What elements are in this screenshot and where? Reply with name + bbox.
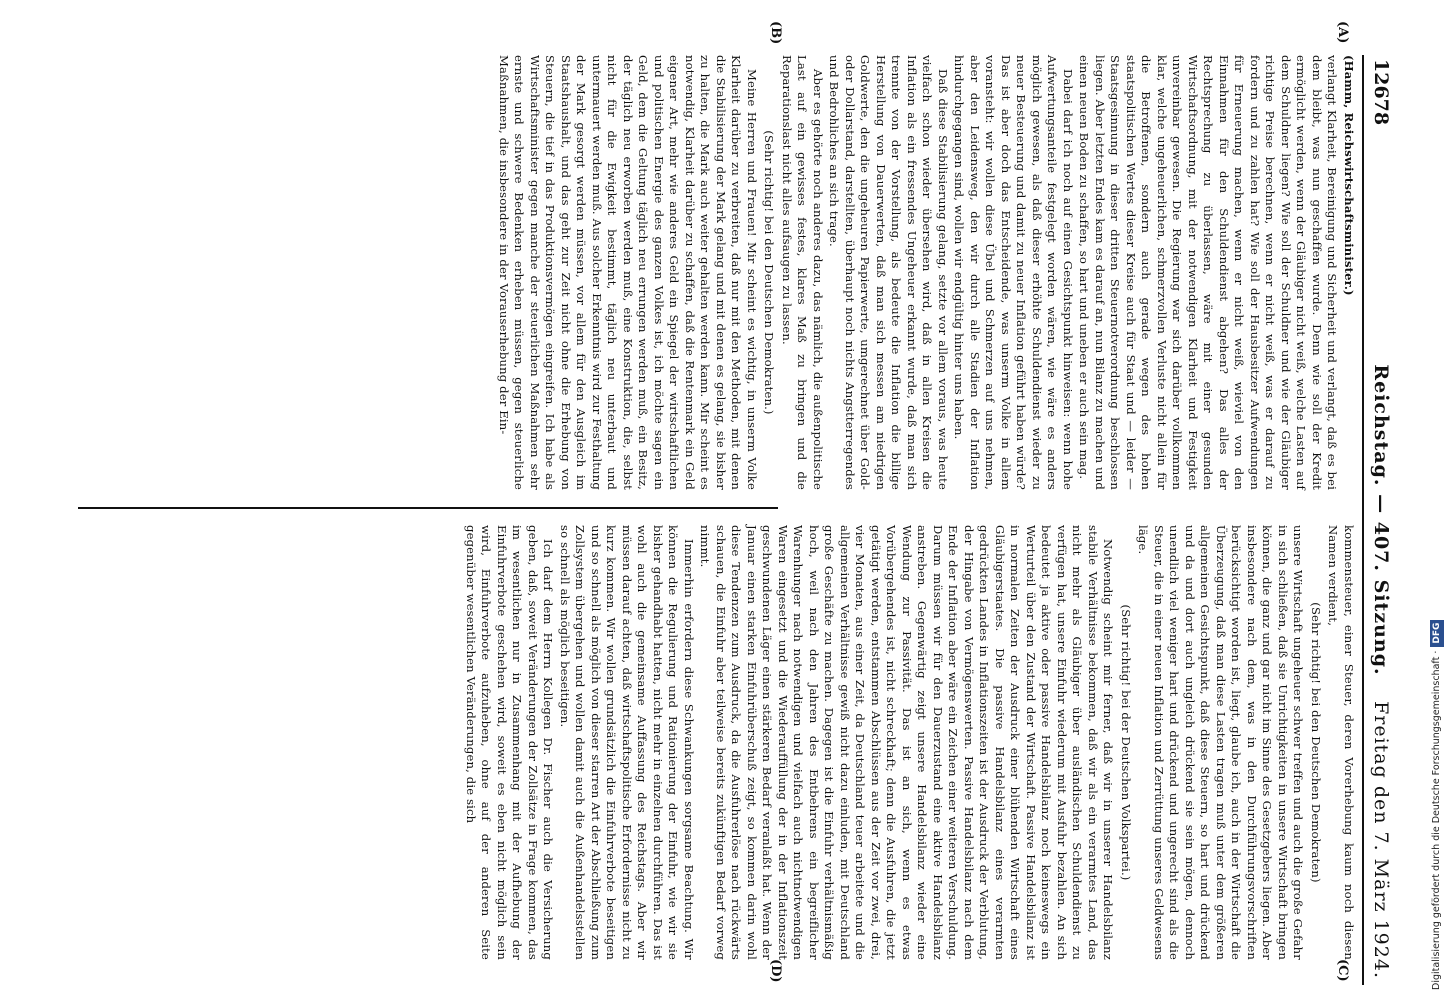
- paragraph: Notwendig scheint mir ferner, daß wir in unserer Handelsbilanz stabile Verhältnisse bekommen, daß wir als ein verarmtes Land, das nicht mehr als Gläubiger über ausländischen Schuldendienst zu verfügen hat, unsere Einfuhr wiederum mit Ausfuhr bezahlen. An sich bedeutet ja aktive oder passive Handelsbilanz noch keineswegs ein Werturteil über den Zustand der Wirtschaft. Passive Handelsbilanz ist in normalen Zeiten der Ausdruck einer blühenden Wirtschaft eines Gläubigerstaates. Die passive Handelsbilanz eines verarmten gedrückten Landes in Inflationszeiten ist der Ausdruck der Verblutung, der Hingabe von Vermögenswerten. Passive Handelsbilanz nach dem Ende der Inflation aber wäre ein Zeichen einer weiteren Verschuldung. Darum müssen wir für den Dauerzustand eine aktive Handelsbilanz anstreben. Gegenwärtig zeigt unsere Handelsbilanz wieder eine Wendung zur Passivität. Das ist an sich, wenn es etwas Vorübergehendes ist, nicht schreckhaft; denn die Ausfuhren, die jetzt getätigt werden, entstammen Abschlüssen aus der Zeit vor zwei, drei, vier Monaten, aus einer Zeit, da Deutschland teuer arbeitete und die allgemeinen Verhältnisse gewiß nicht dazu einluden, mit Deutschland große Geschäfte zu machen. Dagegen ist die Einfuhr verhältnismäßig hoch, weil nach den Jahren des Entbehrens ein begreiflicher Warenhunger nach notwendigen und vielfach auch nichtnotwendigen Waren eingesetzt und die Wiederauffüllung der in der Inflationszeit geschwundenen Läger einen stärkeren Bedarf veranlaßt hat. Wenn der Januar einen starken Einfuhrüberschuß zeigt, so kommen darin wohl diese Tendenzen zum Ausdruck, da die Ausfuhrerlöse nach rückwärts schauen, die Einfuhr aber teilweise bereits zukünftigen Bedarf vorweg nimmt.: [698, 525, 1116, 960]
- digitization-credit: [1408, 8, 1442, 992]
- page-number: 12678: [1370, 59, 1392, 126]
- paragraph: Ich darf dem Herrn Kollegen Dr. Fischer auch die Versicherung geben, daß, soweit Veränderungen der Zollsätze in Frage kommen, das im wesentlichen nur in Zusammenhang mit der Aufhebung der Einfuhrverbote geschehen wird, soweit es eben nicht möglich sein wird, Einfuhrverbote aufzuheben, ohne auf der anderen Seite gegenüber wesentlichen Veränderungen, die sich: [464, 525, 556, 960]
- credit-text: Digitalisierung gefördert durch die Deutsche Forschungsgemeinschaft ·: [1431, 650, 1442, 990]
- margin-marker-c: (C): [1335, 959, 1350, 982]
- paragraph: Aber es gehörte noch anderes dazu, das nämlich, die außenpolitische Last auf ein gewisses festes, klares Maß zu bringen und die Reparationslast nicht alles aufsaugen zu lassen.: [780, 55, 825, 490]
- speaker-name: (Hamm, Reichswirtschaftsminister.): [1342, 55, 1356, 296]
- page-header: [1362, 55, 1398, 985]
- session-date: Freitag den 7. März 1924.: [1370, 701, 1392, 979]
- paragraph: unsere Wirtschaft ungeheuer schwer treffen und auch die große Gefahr in sich schließen, daß sie Unrichtigkeiten in unsere Wirtschaft bringen können, die ganz und gar nicht im Sinne des Gesetzgebers liegen. Aber insbesondere nach dem, was in den Durchführungsvorschriften berücksichtigt worden ist, liegt, glaube ich, auch in der Wirtschaft die Überzeugung, daß man diese Lasten tragen muß unter dem größeren allgemeinen Gesichtspunkt, daß diese Steuern, so hart und drückend und da und dort auch ungleich drückend sie sein mögen, dennoch unendlich viel weniger hart und drückend und ungerecht sind als die Steuer, die in einer neuen Inflation und Zerrüttung unseres Geldwesens läge.: [1136, 525, 1306, 960]
- paragraph: kommensteuer, einer Steuer, deren Vorerhebung kaum noch diesen Namen verdient,: [1326, 525, 1356, 960]
- right-column: [462, 525, 1357, 960]
- paragraph: Daß diese Stabilisierung gelang, setzte vor allem voraus, was heute vielfach schon wieder übersehen wird, daß in allen Kreisen die Inflation als ein fressendes Ungeheuer erkannt wurde, daß man sich trennte von der Vorstellung, als bedeute die Inflation die billige Herstellung von Dauerwerten, daß man sich messen am niedrigen Goldwerte, den die ungeheuren Papierwerte, umgerechnet über Gold- oder Dollarstand, darstellten, überhaupt noch nichts Angstterregendes und Bedrohliches an sich trage.: [827, 55, 950, 490]
- interjection: (Sehr richtig! bei den Deutschen Demokraten.): [762, 130, 777, 415]
- left-column: [495, 55, 1357, 490]
- paragraph: verlangt Klarheit, Bereinigung und Sicherheit und verlangt, daß es bei dem bleibt, was nun geschaffen wurde. Denn wie soll der Kredit ermöglicht werden, wenn der Gläubiger nicht weiß, welche Lasten auf dem Schuldner liegen? Wie soll der Schuldner und wie der Gläubiger richtige Preise berechnen, wenn er nicht weiß, was er darauf zu fordern und zu zahlen hat? Wie soll der Hausbesitzer Aufwendungen für Erneuerung machen, wenn er nicht weiß, wieviel von den Einnahmen für den Schuldendienst abgehen? Das alles der Rechtsprechung zu überlassen, wäre mit einer gesunden Wirtschaftsordnung, mit der notwendigen Klarheit und Festigkeit unvereinbar gewesen. Die Regierung war sich darüber vollkommen klar, welche ungeheuerlichen, schmerzvollen Verluste nicht allein für die Betroffenen, sondern auch gerade wegen des hohen staatspolitischen Wertes dieser Kreise auch für Staat und — leider — Staatsgesinnung in dieser dritten Steuernotverordnung beschlossen liegen. Aber letzten Endes kam es darauf an, nun Bilanz zu machen und einen neuen Boden zu schaffen, so hart und uneben er auch sein mag.: [1077, 55, 1340, 490]
- column-divider: [78, 507, 778, 509]
- margin-marker-d: (D): [768, 959, 783, 983]
- paragraph: Dabei darf ich noch auf einen Gesichtspunkt hinweisen: wenn hohe Aufwertungsanteile festgelegt worden wären, wie wäre es anders möglich gewesen, als daß dieser erhöhte Schuldendienst wieder zu neuer Besteuerung und damit zu neuer Inflation geführt haben würde? Das ist aber doch das Entscheidende, was unserm Volke in allem voransteht: wir wollen diese Übel und Schmerzen auf uns nehmen, aber den Leidensweg, den wir durch alle Stadien der Inflation hindurchgegangen sind, wollen wir endgültig hinter uns haben.: [952, 55, 1075, 490]
- margin-marker-a: (A): [1335, 21, 1350, 44]
- paragraph: Immerhin erfordern diese Schwankungen sorgsame Beachtung. Wir können die Regulierung und Rationierung der Einfuhr, wie wir sie bisher gehandhabt hatten, nicht mehr in einzelnen durchführen. Das ist wohl auch die gemeinsame Auffassung des Reichstags. Aber wir müssen darauf achten, daß wirtschaftspolitische Erfordernisse nicht zu kurz kommen. Wir wollen grundsätzlich die Einfuhrverbote beseitigen und so schnell als möglich von dieser starren Art der Abschließung zum Zollsystem übergehen und wollen damit auch die Außenhandelsstellen so schnell als möglich beseitigen.: [558, 525, 696, 960]
- margin-marker-b: (B): [768, 21, 783, 45]
- document-page: [28, 21, 1398, 985]
- dfg-logo: DFG: [1430, 620, 1444, 647]
- paragraph: Meine Herren und Frauen! Mir scheint es wichtig, in unserm Volke Klarheit darüber zu verbreiten, daß nur mit den Methoden, mit denen die Stabilisierung der Mark gelang und mit denen es gelang, sie bisher zu halten, die Mark auch weiter gehalten werden kann. Mir scheint es notwendig, Klarheit darüber zu schaffen, daß die Rentenmark ein Geld eigener Art, mehr wie anderes Geld ein Spiegel der wirtschaftlichen und politischen Energie des ganzen Volkes ist, ich möchte sagen ein Geld, dem die Geltung täglich neu errungen werden muß, ein Besitz, der täglich neu erworben werden muß, eine Konstruktion, die, selbst nicht für die Ewigkeit bestimmt, täglich neu unterbaut und untermauert werden muß. Aus solcher Erkenntnis wird zur Festhaltung der Mark gesorgt werden müssen, vor allem für den Ausgleich im Staatshaushalt, und das geht zur Zeit nicht ohne die Erhebung von Steuern, die tief in das Produktionsvermögen eingreifen. Ich habe als Wirtschaftsminister gegen manche der steuerlichen Maßnahmen sehr ernste und schwere Bedenken erheben müssen, gegen steuerliche Maßnahmen, die insbesondere in der Vorauserhebung der Ein-: [497, 55, 759, 490]
- interjection: (Sehr richtig! bei den Deutschen Demokraten): [1309, 602, 1323, 883]
- interjection: (Sehr richtig! bei der Deutschen Volkspartei.): [1119, 604, 1133, 881]
- session-title: Reichstag. — 407. Sitzung.: [1370, 364, 1392, 676]
